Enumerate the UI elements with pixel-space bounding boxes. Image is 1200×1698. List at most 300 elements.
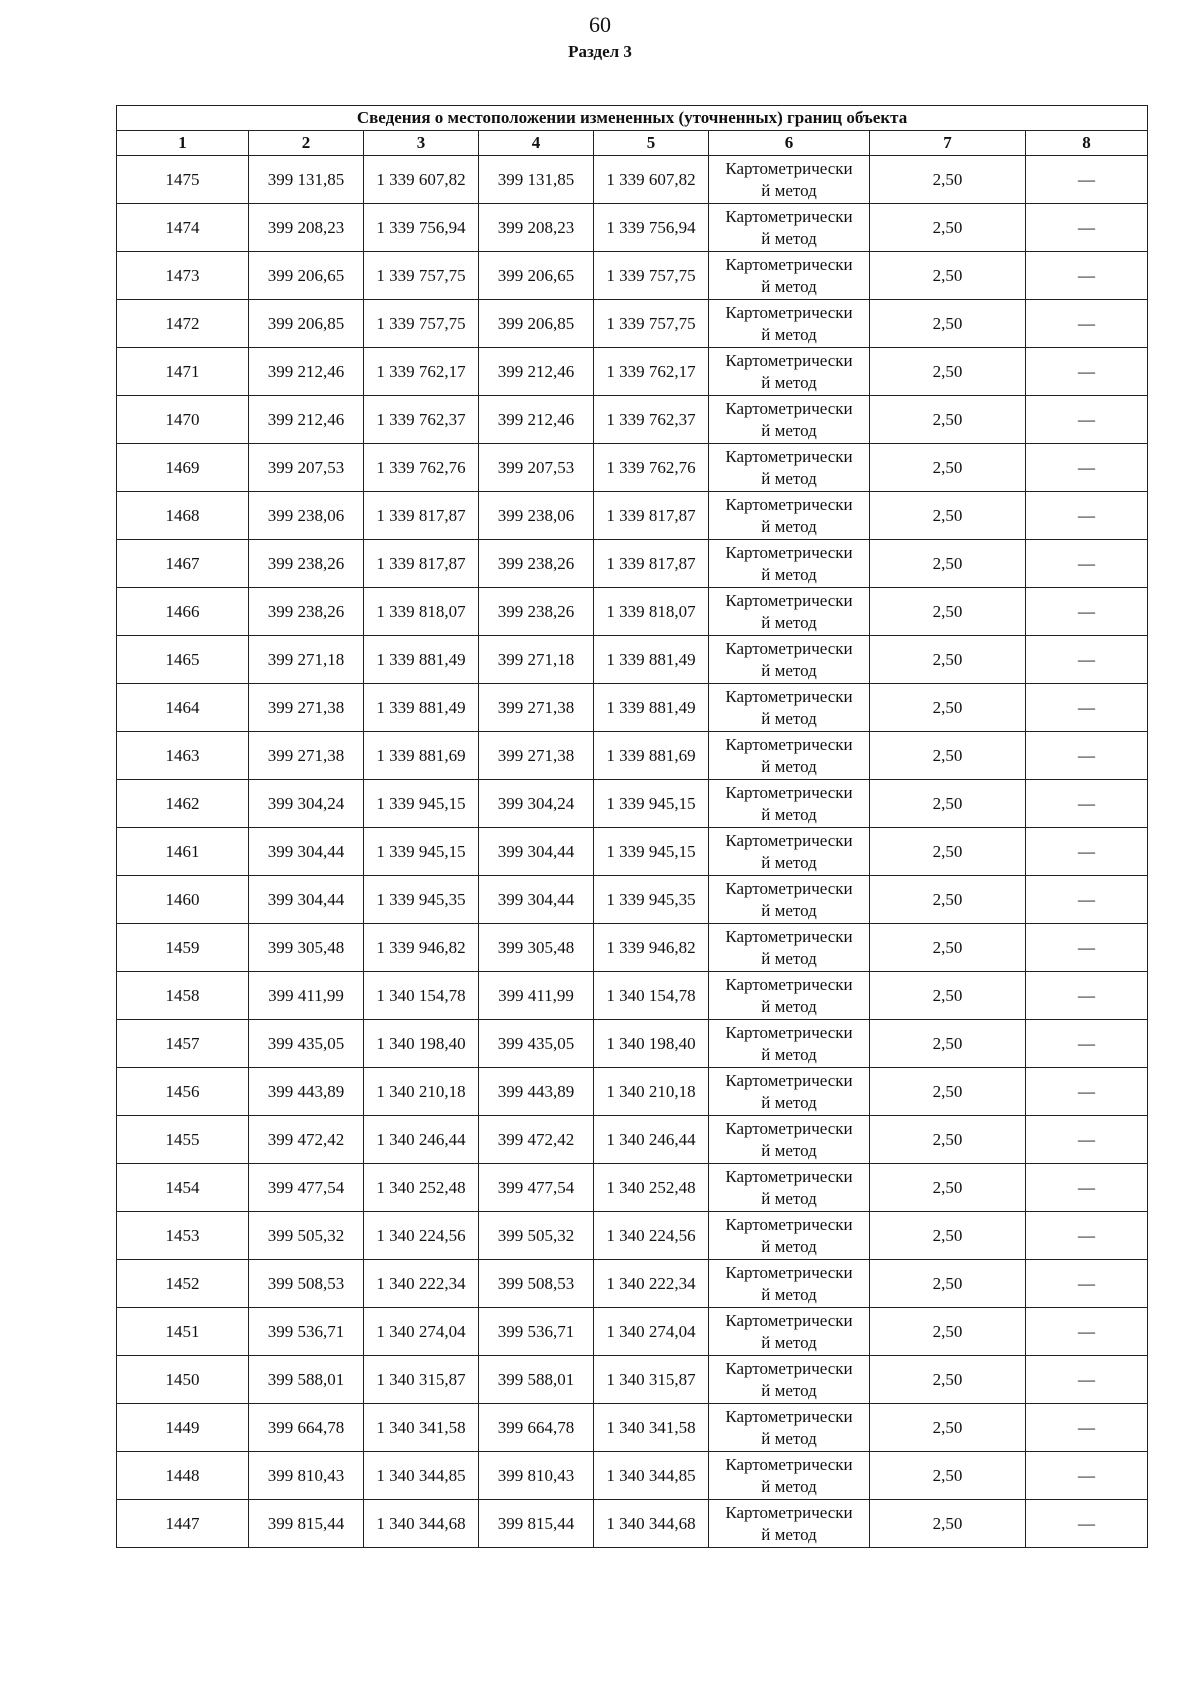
method-text-line-1: Картометрически (725, 830, 853, 850)
refined-y-cell: 1 339 946,82 (594, 924, 709, 972)
table-row (117, 396, 1148, 444)
note-cell: — (1026, 1116, 1148, 1164)
method-text-line-1: Картометрически (725, 1262, 853, 1282)
method-text-line-1: Картометрически (725, 1214, 853, 1234)
existing-y-cell: 1 339 945,15 (364, 780, 479, 828)
existing-x-cell: 399 271,38 (249, 732, 364, 780)
table-row (117, 924, 1148, 972)
accuracy-cell: 2,50 (870, 1020, 1026, 1068)
existing-y-cell: 1 340 344,85 (364, 1452, 479, 1500)
refined-x-cell: 399 131,85 (479, 156, 594, 204)
note-cell: — (1026, 636, 1148, 684)
method-text-line-1: Картометрически (725, 542, 853, 562)
table-row (117, 636, 1148, 684)
refined-x-cell: 399 508,53 (479, 1260, 594, 1308)
column-number-8: 8 (1026, 131, 1148, 156)
method-cell (709, 492, 870, 540)
existing-x-cell: 399 815,44 (249, 1500, 364, 1548)
refined-x-cell: 399 238,06 (479, 492, 594, 540)
existing-y-cell: 1 340 341,58 (364, 1404, 479, 1452)
method-text-line-1: Картометрически (725, 254, 853, 274)
existing-y-cell: 1 340 154,78 (364, 972, 479, 1020)
refined-y-cell: 1 340 222,34 (594, 1260, 709, 1308)
note-cell: — (1026, 780, 1148, 828)
existing-x-cell: 399 238,26 (249, 540, 364, 588)
refined-x-cell: 399 472,42 (479, 1116, 594, 1164)
note-cell: — (1026, 828, 1148, 876)
method-cell (709, 1500, 870, 1548)
note-cell: — (1026, 972, 1148, 1020)
note-cell: — (1026, 348, 1148, 396)
method-text-line-2: й метод (761, 1428, 817, 1448)
method-cell (709, 204, 870, 252)
accuracy-cell: 2,50 (870, 1260, 1026, 1308)
point-number-cell: 1452 (117, 1260, 249, 1308)
accuracy-cell: 2,50 (870, 396, 1026, 444)
refined-x-cell: 399 206,85 (479, 300, 594, 348)
point-number-cell: 1447 (117, 1500, 249, 1548)
existing-y-cell: 1 340 315,87 (364, 1356, 479, 1404)
note-cell: — (1026, 1260, 1148, 1308)
point-number-cell: 1458 (117, 972, 249, 1020)
method-cell (709, 828, 870, 876)
page-number: 60 (589, 12, 611, 37)
existing-y-cell: 1 339 881,69 (364, 732, 479, 780)
table-row (117, 684, 1148, 732)
point-number-cell: 1456 (117, 1068, 249, 1116)
accuracy-cell: 2,50 (870, 1404, 1026, 1452)
point-number-cell: 1465 (117, 636, 249, 684)
refined-y-cell: 1 340 252,48 (594, 1164, 709, 1212)
existing-x-cell: 399 443,89 (249, 1068, 364, 1116)
existing-x-cell: 399 207,53 (249, 444, 364, 492)
table-row (117, 732, 1148, 780)
method-cell (709, 252, 870, 300)
method-text-line-2: й метод (761, 276, 817, 296)
section-title: Раздел 3 (568, 42, 632, 61)
column-number-6: 6 (709, 131, 870, 156)
method-cell (709, 1164, 870, 1212)
accuracy-cell: 2,50 (870, 252, 1026, 300)
accuracy-cell: 2,50 (870, 1068, 1026, 1116)
method-text-line-1: Картометрически (725, 398, 853, 418)
refined-y-cell: 1 339 818,07 (594, 588, 709, 636)
point-number-cell: 1472 (117, 300, 249, 348)
method-text-line-2: й метод (761, 1044, 817, 1064)
point-number-cell: 1455 (117, 1116, 249, 1164)
point-number-cell: 1471 (117, 348, 249, 396)
method-text-line-2: й метод (761, 948, 817, 968)
accuracy-cell: 2,50 (870, 1116, 1026, 1164)
existing-y-cell: 1 339 757,75 (364, 252, 479, 300)
refined-x-cell: 399 207,53 (479, 444, 594, 492)
existing-y-cell: 1 339 762,37 (364, 396, 479, 444)
refined-x-cell: 399 271,18 (479, 636, 594, 684)
refined-x-cell: 399 238,26 (479, 588, 594, 636)
existing-y-cell: 1 340 224,56 (364, 1212, 479, 1260)
point-number-cell: 1453 (117, 1212, 249, 1260)
existing-x-cell: 399 505,32 (249, 1212, 364, 1260)
note-cell: — (1026, 1308, 1148, 1356)
table-caption: Сведения о местоположении измененных (уточненных) границ объекта (117, 106, 1148, 131)
note-cell: — (1026, 396, 1148, 444)
accuracy-cell: 2,50 (870, 732, 1026, 780)
method-text-line-2: й метод (761, 852, 817, 872)
existing-x-cell: 399 508,53 (249, 1260, 364, 1308)
table-row (117, 780, 1148, 828)
method-cell (709, 1404, 870, 1452)
refined-y-cell: 1 339 945,35 (594, 876, 709, 924)
existing-y-cell: 1 340 344,68 (364, 1500, 479, 1548)
existing-y-cell: 1 339 607,82 (364, 156, 479, 204)
table-row (117, 300, 1148, 348)
existing-x-cell: 399 810,43 (249, 1452, 364, 1500)
existing-y-cell: 1 339 818,07 (364, 588, 479, 636)
note-cell: — (1026, 1404, 1148, 1452)
refined-x-cell: 399 810,43 (479, 1452, 594, 1500)
method-text-line-1: Картометрически (725, 1406, 853, 1426)
accuracy-cell: 2,50 (870, 156, 1026, 204)
method-text-line-1: Картометрически (725, 1454, 853, 1474)
existing-x-cell: 399 271,18 (249, 636, 364, 684)
point-number-cell: 1468 (117, 492, 249, 540)
note-cell: — (1026, 588, 1148, 636)
point-number-cell: 1451 (117, 1308, 249, 1356)
note-cell: — (1026, 876, 1148, 924)
method-cell (709, 780, 870, 828)
refined-y-cell: 1 340 210,18 (594, 1068, 709, 1116)
table-row (117, 972, 1148, 1020)
existing-y-cell: 1 339 756,94 (364, 204, 479, 252)
table-row (117, 828, 1148, 876)
point-number-cell: 1454 (117, 1164, 249, 1212)
table-row (117, 1020, 1148, 1068)
existing-y-cell: 1 340 252,48 (364, 1164, 479, 1212)
existing-x-cell: 399 304,44 (249, 828, 364, 876)
table-row (117, 348, 1148, 396)
accuracy-cell: 2,50 (870, 1452, 1026, 1500)
accuracy-cell: 2,50 (870, 348, 1026, 396)
method-cell (709, 636, 870, 684)
existing-x-cell: 399 208,23 (249, 204, 364, 252)
refined-y-cell: 1 340 344,85 (594, 1452, 709, 1500)
refined-x-cell: 399 271,38 (479, 684, 594, 732)
method-cell (709, 732, 870, 780)
method-cell (709, 348, 870, 396)
method-cell (709, 1452, 870, 1500)
method-text-line-2: й метод (761, 1188, 817, 1208)
refined-y-cell: 1 340 198,40 (594, 1020, 709, 1068)
existing-y-cell: 1 339 762,17 (364, 348, 479, 396)
method-cell (709, 1116, 870, 1164)
refined-x-cell: 399 411,99 (479, 972, 594, 1020)
method-text-line-2: й метод (761, 468, 817, 488)
table-row (117, 588, 1148, 636)
boundary-coordinates-table (116, 105, 1148, 1548)
existing-x-cell: 399 477,54 (249, 1164, 364, 1212)
method-text-line-2: й метод (761, 180, 817, 200)
method-text-line-1: Картометрически (725, 350, 853, 370)
refined-y-cell: 1 339 756,94 (594, 204, 709, 252)
accuracy-cell: 2,50 (870, 492, 1026, 540)
refined-x-cell: 399 443,89 (479, 1068, 594, 1116)
point-number-cell: 1448 (117, 1452, 249, 1500)
existing-x-cell: 399 131,85 (249, 156, 364, 204)
refined-x-cell: 399 238,26 (479, 540, 594, 588)
point-number-cell: 1449 (117, 1404, 249, 1452)
method-cell (709, 1356, 870, 1404)
existing-x-cell: 399 305,48 (249, 924, 364, 972)
existing-y-cell: 1 339 945,15 (364, 828, 479, 876)
note-cell: — (1026, 732, 1148, 780)
method-text-line-2: й метод (761, 1380, 817, 1400)
existing-x-cell: 399 304,44 (249, 876, 364, 924)
existing-x-cell: 399 238,26 (249, 588, 364, 636)
refined-y-cell: 1 339 757,75 (594, 252, 709, 300)
refined-y-cell: 1 339 881,69 (594, 732, 709, 780)
method-cell (709, 540, 870, 588)
method-text-line-2: й метод (761, 1284, 817, 1304)
existing-x-cell: 399 536,71 (249, 1308, 364, 1356)
table-row (117, 1116, 1148, 1164)
method-text-line-2: й метод (761, 324, 817, 344)
refined-y-cell: 1 340 246,44 (594, 1116, 709, 1164)
table-row (117, 1164, 1148, 1212)
accuracy-cell: 2,50 (870, 780, 1026, 828)
note-cell: — (1026, 1020, 1148, 1068)
refined-y-cell: 1 339 945,15 (594, 828, 709, 876)
method-cell (709, 1308, 870, 1356)
existing-x-cell: 399 206,65 (249, 252, 364, 300)
existing-x-cell: 399 212,46 (249, 396, 364, 444)
column-number-row (117, 131, 1148, 156)
refined-x-cell: 399 212,46 (479, 348, 594, 396)
accuracy-cell: 2,50 (870, 1356, 1026, 1404)
table-row (117, 1212, 1148, 1260)
existing-x-cell: 399 664,78 (249, 1404, 364, 1452)
refined-x-cell: 399 304,44 (479, 876, 594, 924)
method-text-line-2: й метод (761, 228, 817, 248)
table-row (117, 492, 1148, 540)
accuracy-cell: 2,50 (870, 1164, 1026, 1212)
method-text-line-1: Картометрически (725, 1358, 853, 1378)
method-text-line-1: Картометрически (725, 1022, 853, 1042)
point-number-cell: 1470 (117, 396, 249, 444)
note-cell: — (1026, 1164, 1148, 1212)
method-cell (709, 684, 870, 732)
refined-x-cell: 399 815,44 (479, 1500, 594, 1548)
method-text-line-1: Картометрически (725, 734, 853, 754)
existing-x-cell: 399 271,38 (249, 684, 364, 732)
method-text-line-2: й метод (761, 1332, 817, 1352)
refined-y-cell: 1 339 607,82 (594, 156, 709, 204)
point-number-cell: 1461 (117, 828, 249, 876)
accuracy-cell: 2,50 (870, 972, 1026, 1020)
method-cell (709, 1068, 870, 1116)
method-text-line-2: й метод (761, 708, 817, 728)
refined-x-cell: 399 206,65 (479, 252, 594, 300)
refined-y-cell: 1 340 341,58 (594, 1404, 709, 1452)
table-row (117, 1452, 1148, 1500)
method-text-line-1: Картометрически (725, 446, 853, 466)
method-cell (709, 156, 870, 204)
point-number-cell: 1457 (117, 1020, 249, 1068)
column-number-1: 1 (117, 131, 249, 156)
method-text-line-1: Картометрически (725, 302, 853, 322)
method-cell (709, 300, 870, 348)
point-number-cell: 1459 (117, 924, 249, 972)
existing-x-cell: 399 212,46 (249, 348, 364, 396)
method-text-line-1: Картометрически (725, 158, 853, 178)
method-cell (709, 1212, 870, 1260)
accuracy-cell: 2,50 (870, 588, 1026, 636)
method-cell (709, 396, 870, 444)
method-text-line-1: Картометрически (725, 494, 853, 514)
existing-x-cell: 399 206,85 (249, 300, 364, 348)
note-cell: — (1026, 1212, 1148, 1260)
method-text-line-2: й метод (761, 660, 817, 680)
point-number-cell: 1463 (117, 732, 249, 780)
refined-x-cell: 399 588,01 (479, 1356, 594, 1404)
refined-y-cell: 1 339 762,17 (594, 348, 709, 396)
method-text-line-2: й метод (761, 516, 817, 536)
method-cell (709, 972, 870, 1020)
refined-x-cell: 399 536,71 (479, 1308, 594, 1356)
method-text-line-2: й метод (761, 1476, 817, 1496)
refined-x-cell: 399 505,32 (479, 1212, 594, 1260)
accuracy-cell: 2,50 (870, 684, 1026, 732)
point-number-cell: 1462 (117, 780, 249, 828)
method-text-line-2: й метод (761, 804, 817, 824)
accuracy-cell: 2,50 (870, 540, 1026, 588)
existing-y-cell: 1 339 817,87 (364, 540, 479, 588)
note-cell: — (1026, 204, 1148, 252)
note-cell: — (1026, 156, 1148, 204)
refined-y-cell: 1 339 817,87 (594, 540, 709, 588)
method-cell (709, 876, 870, 924)
refined-y-cell: 1 340 224,56 (594, 1212, 709, 1260)
existing-y-cell: 1 339 817,87 (364, 492, 479, 540)
refined-y-cell: 1 339 757,75 (594, 300, 709, 348)
existing-y-cell: 1 339 946,82 (364, 924, 479, 972)
refined-y-cell: 1 340 344,68 (594, 1500, 709, 1548)
column-number-7: 7 (870, 131, 1026, 156)
method-text-line-1: Картометрически (725, 638, 853, 658)
existing-x-cell: 399 304,24 (249, 780, 364, 828)
refined-y-cell: 1 339 881,49 (594, 684, 709, 732)
method-text-line-2: й метод (761, 420, 817, 440)
accuracy-cell: 2,50 (870, 828, 1026, 876)
method-text-line-2: й метод (761, 612, 817, 632)
existing-x-cell: 399 588,01 (249, 1356, 364, 1404)
refined-x-cell: 399 271,38 (479, 732, 594, 780)
accuracy-cell: 2,50 (870, 1308, 1026, 1356)
existing-x-cell: 399 472,42 (249, 1116, 364, 1164)
column-number-5: 5 (594, 131, 709, 156)
note-cell: — (1026, 1452, 1148, 1500)
table-row (117, 1260, 1148, 1308)
refined-y-cell: 1 339 762,76 (594, 444, 709, 492)
method-text-line-2: й метод (761, 564, 817, 584)
point-number-cell: 1460 (117, 876, 249, 924)
note-cell: — (1026, 924, 1148, 972)
point-number-cell: 1466 (117, 588, 249, 636)
existing-y-cell: 1 339 881,49 (364, 684, 479, 732)
point-number-cell: 1475 (117, 156, 249, 204)
point-number-cell: 1464 (117, 684, 249, 732)
method-cell (709, 1020, 870, 1068)
refined-y-cell: 1 339 945,15 (594, 780, 709, 828)
accuracy-cell: 2,50 (870, 876, 1026, 924)
method-cell (709, 924, 870, 972)
table-row (117, 1308, 1148, 1356)
method-text-line-2: й метод (761, 372, 817, 392)
method-text-line-2: й метод (761, 1236, 817, 1256)
existing-y-cell: 1 339 881,49 (364, 636, 479, 684)
existing-y-cell: 1 339 945,35 (364, 876, 479, 924)
method-cell (709, 1260, 870, 1308)
refined-y-cell: 1 340 154,78 (594, 972, 709, 1020)
method-text-line-2: й метод (761, 1524, 817, 1544)
method-text-line-1: Картометрически (725, 878, 853, 898)
accuracy-cell: 2,50 (870, 204, 1026, 252)
method-text-line-1: Картометрически (725, 1070, 853, 1090)
existing-y-cell: 1 340 246,44 (364, 1116, 479, 1164)
note-cell: — (1026, 300, 1148, 348)
method-cell (709, 588, 870, 636)
refined-y-cell: 1 339 817,87 (594, 492, 709, 540)
refined-x-cell: 399 305,48 (479, 924, 594, 972)
refined-y-cell: 1 339 762,37 (594, 396, 709, 444)
table-row (117, 1356, 1148, 1404)
method-text-line-2: й метод (761, 900, 817, 920)
table-row (117, 540, 1148, 588)
note-cell: — (1026, 540, 1148, 588)
accuracy-cell: 2,50 (870, 1212, 1026, 1260)
refined-y-cell: 1 340 315,87 (594, 1356, 709, 1404)
table-row (117, 1500, 1148, 1548)
refined-x-cell: 399 304,44 (479, 828, 594, 876)
existing-x-cell: 399 238,06 (249, 492, 364, 540)
refined-x-cell: 399 208,23 (479, 204, 594, 252)
existing-y-cell: 1 339 762,76 (364, 444, 479, 492)
point-number-cell: 1450 (117, 1356, 249, 1404)
existing-y-cell: 1 339 757,75 (364, 300, 479, 348)
point-number-cell: 1469 (117, 444, 249, 492)
note-cell: — (1026, 492, 1148, 540)
note-cell: — (1026, 1356, 1148, 1404)
existing-y-cell: 1 340 222,34 (364, 1260, 479, 1308)
method-text-line-1: Картометрически (725, 782, 853, 802)
point-number-cell: 1474 (117, 204, 249, 252)
table-row (117, 1068, 1148, 1116)
existing-x-cell: 399 411,99 (249, 972, 364, 1020)
method-text-line-2: й метод (761, 1092, 817, 1112)
existing-y-cell: 1 340 210,18 (364, 1068, 479, 1116)
point-number-cell: 1473 (117, 252, 249, 300)
method-text-line-2: й метод (761, 996, 817, 1016)
method-text-line-1: Картометрически (725, 1118, 853, 1138)
note-cell: — (1026, 444, 1148, 492)
table-row (117, 876, 1148, 924)
accuracy-cell: 2,50 (870, 636, 1026, 684)
method-text-line-1: Картометрически (725, 1310, 853, 1330)
table-row (117, 1404, 1148, 1452)
refined-x-cell: 399 664,78 (479, 1404, 594, 1452)
note-cell: — (1026, 1068, 1148, 1116)
accuracy-cell: 2,50 (870, 1500, 1026, 1548)
note-cell: — (1026, 684, 1148, 732)
